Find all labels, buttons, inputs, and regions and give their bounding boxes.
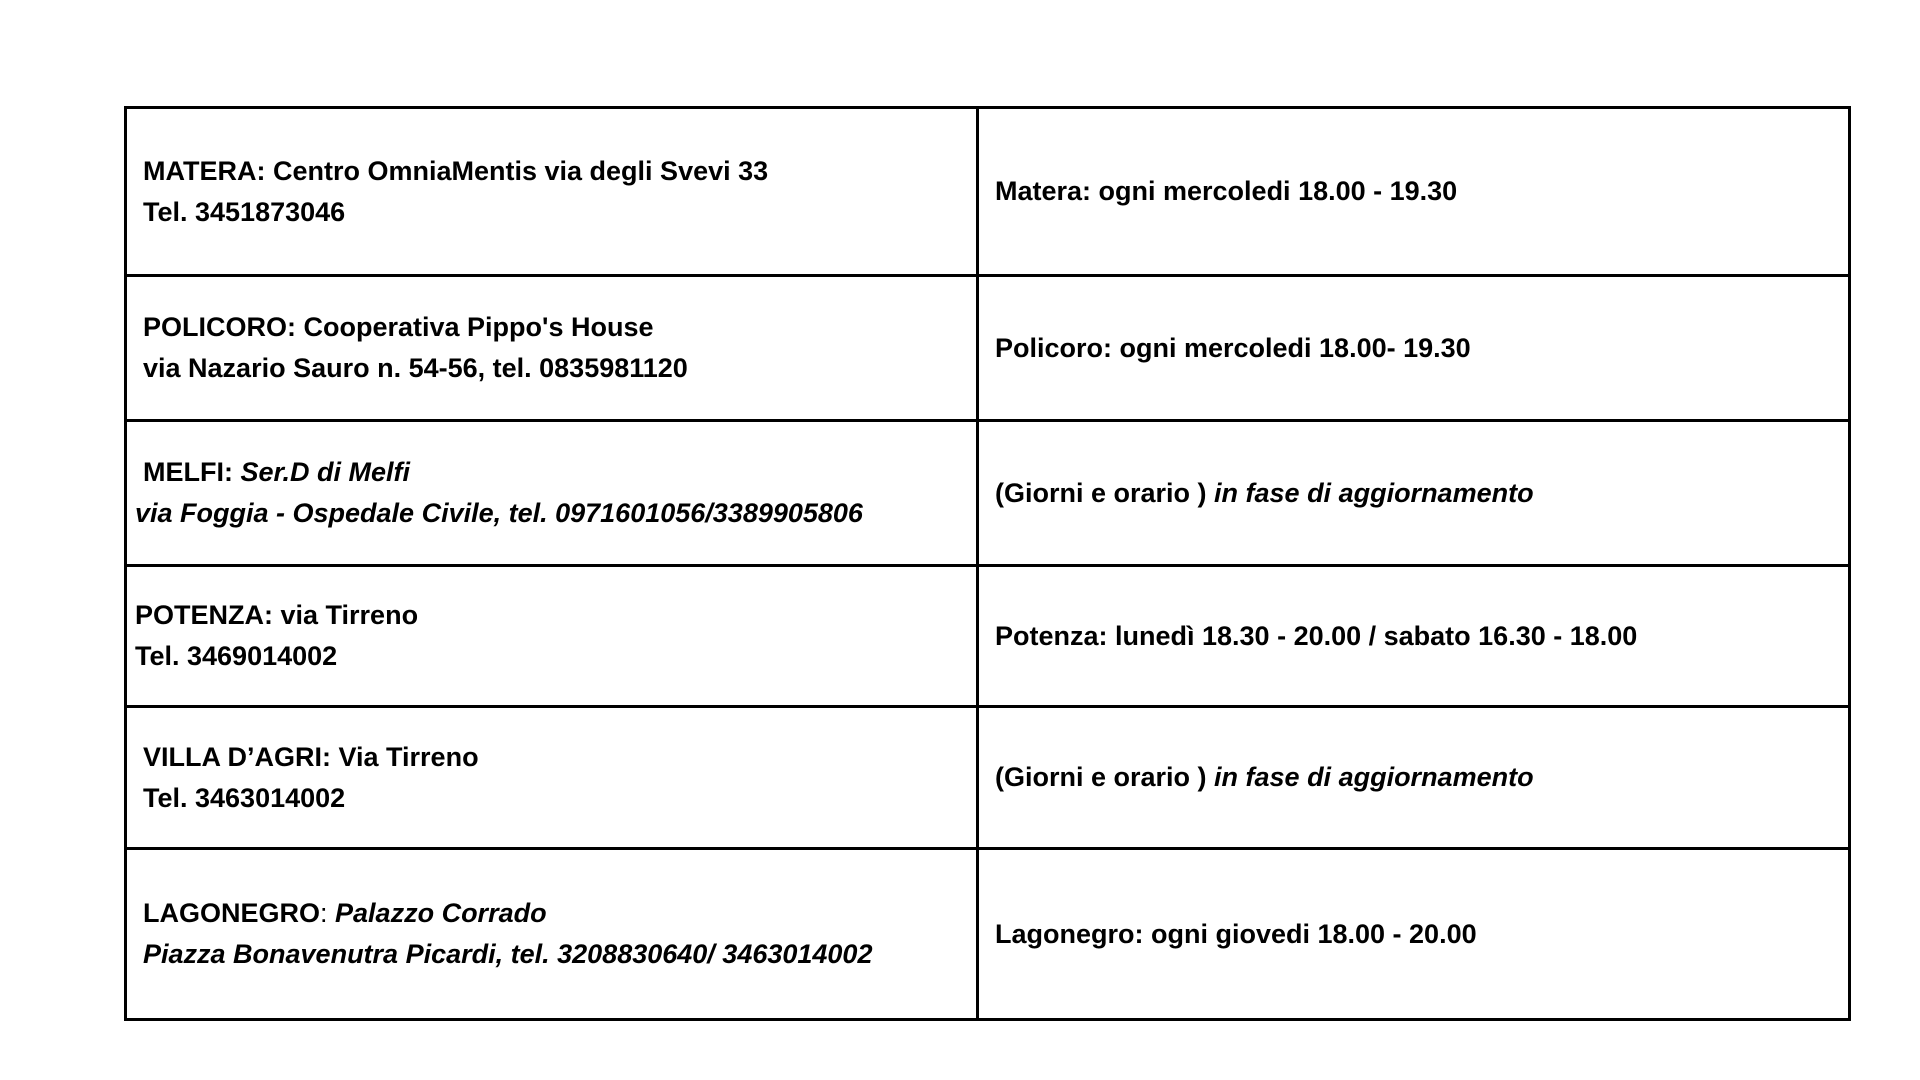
schedule-cell-matera [979,109,1848,274]
location-name-line: POTENZA: via Tirreno [135,600,419,630]
table-row [127,109,1848,277]
location-name-line: MELFI: Ser.D di Melfi [143,457,411,487]
schedule-cell-potenza [979,567,1848,705]
location-cell-villa-dagri [127,708,979,847]
location-cell-matera [127,109,979,274]
schedule-text: Potenza: lunedì 18.30 - 20.00 / sabato 16.30 - 18.00 [995,620,1638,651]
schedule-text: (Giorni e orario ) in fase di aggiornamento [995,477,1534,508]
location-name-line: POLICORO: Cooperativa Pippo's House [143,312,654,342]
schedule-text: Lagonegro: ogni giovedi 18.00 - 20.00 [995,918,1477,949]
table-row [127,708,1848,850]
location-address: via Nazario Sauro n. 54-56, tel. 0835981120 [143,353,688,383]
schedule-text: Policoro: ogni mercoledi 18.00- 19.30 [995,332,1471,363]
location-cell-melfi [127,422,979,564]
location-phone: Tel. 3451873046 [143,196,346,227]
location-name-line: LAGONEGRO: Palazzo Corrado [143,898,547,928]
table-row [127,567,1848,708]
schedule-cell-melfi [979,422,1848,564]
schedule-cell-villa-dagri [979,708,1848,847]
location-cell-potenza [127,567,979,705]
location-phone: Tel. 3463014002 [143,782,346,813]
table-row [127,422,1848,567]
table-row [127,277,1848,422]
schedule-cell-lagonegro [979,850,1848,1018]
location-address: Piazza Bonavenutra Picardi, tel. 3208830640/ 3463014002 [143,939,873,969]
location-phone: Tel. 3469014002 [135,641,338,671]
schedule-text: Matera: ogni mercoledi 18.00 - 19.30 [995,176,1458,206]
location-name-line: MATERA: Centro OmniaMentis via degli Svevi 33 [143,155,769,186]
location-cell-policoro [127,277,979,419]
location-cell-lagonegro [127,850,979,1018]
schedule-text: (Giorni e orario ) in fase di aggiornamento [995,762,1534,792]
location-address: via Foggia - Ospedale Civile, tel. 0971601056/3389905806 [135,498,863,528]
locations-table [124,106,1851,1021]
table-row [127,850,1848,1018]
schedule-cell-policoro [979,277,1848,419]
location-name-line: VILLA D’AGRI: Via Tirreno [143,741,479,772]
